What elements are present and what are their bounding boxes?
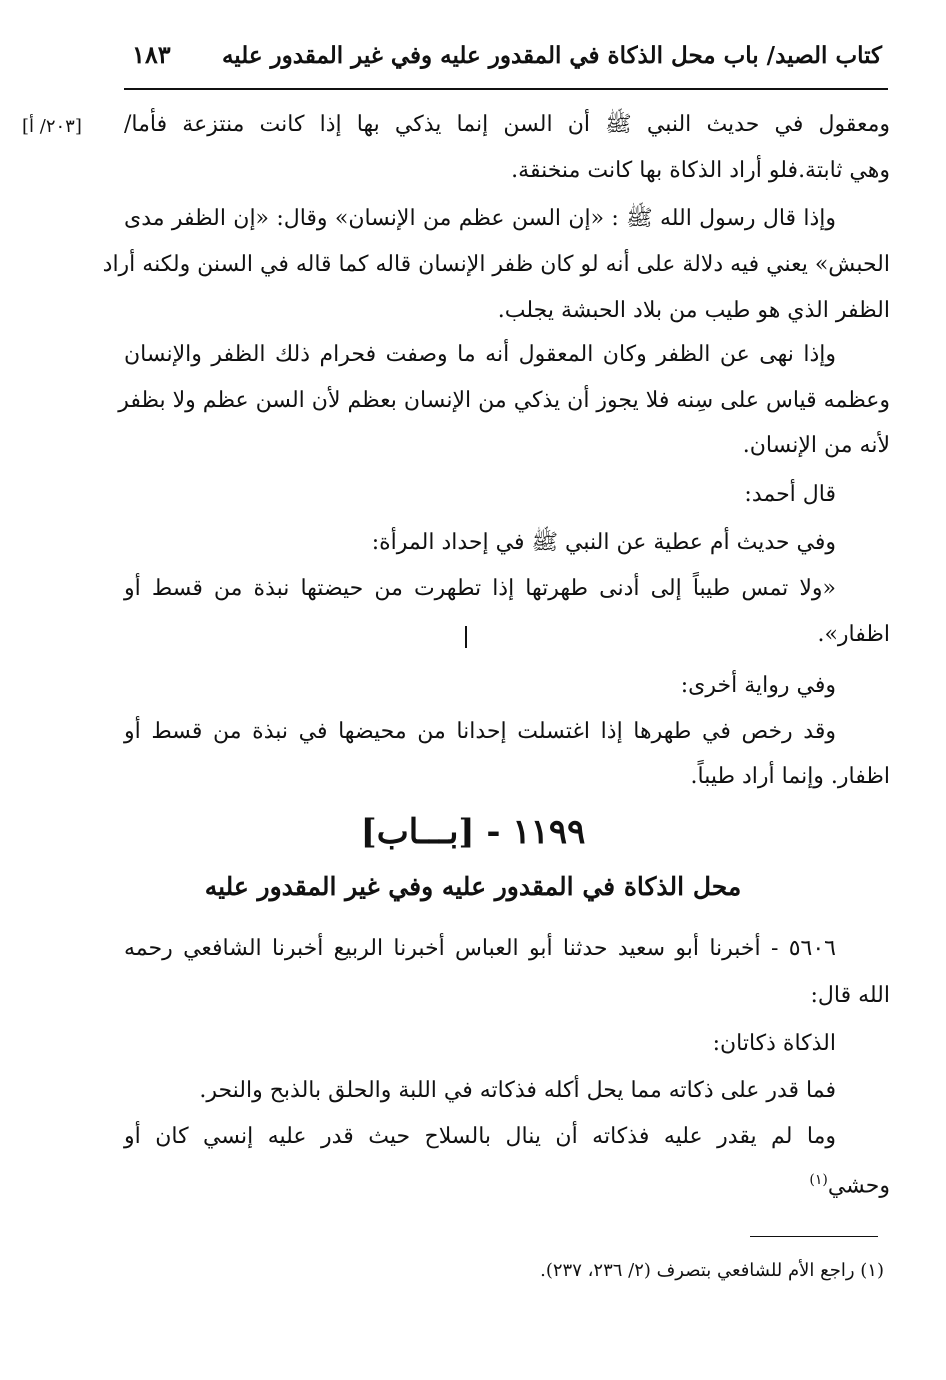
body-line: قال أحمد:: [744, 482, 836, 507]
page-header: [124, 36, 888, 90]
body-line: وإذا نهى عن الظفر وكان المعقول أنه ما وصفت فحرام ذلك الظفر والإنسان: [124, 342, 836, 367]
body-line: لأنه من الإنسان.: [742, 433, 890, 458]
section-line: [809, 1172, 890, 1200]
footnote-divider: [750, 1236, 878, 1237]
chapter-title: محل الذكاة في المقدور عليه وفي غير المقدور عليه: [204, 872, 742, 901]
body-line: وفي حديث أم عطية عن النبي ﷺ في إحداد المرأة:: [371, 530, 836, 555]
margin-reference: [٢٠٣/ أ]: [22, 116, 82, 137]
footnote-marker: (١): [809, 1172, 828, 1188]
chapter-number: ١١٩٩ - [بـــاب]: [360, 812, 586, 852]
body-line: الحبش» يعني فيه دلالة على أنه لو كان ظفر الإنسان قاله كما قاله في السنن ولكنه أراد: [102, 252, 890, 277]
body-line: اظفار. وإنما أراد طيباً.: [690, 764, 890, 789]
footnote: (١) راجع الأم للشافعي بتصرف (٢/ ٢٣٦، ٢٣٧).: [540, 1260, 884, 1281]
page-number: ١٨٣: [132, 40, 171, 69]
section-line: فما قدر على ذكاته مما يحل أكله فذكاته في اللبة والحلق بالذبح والنحر.: [199, 1078, 836, 1103]
body-line: وإذا قال رسول الله ﷺ : «إن السن عظم من الإنسان» وقال: «إن الظفر مدى: [124, 206, 836, 231]
section-line-text: وحشي: [827, 1173, 890, 1199]
running-title: كتاب الصيد/ باب محل الذكاة في المقدور عليه وفي غير المقدور عليه: [221, 42, 882, 69]
stray-mark: [465, 626, 467, 648]
body-line: ومعقول في حديث النبي ﷺ أن السن إنما يذكي بها إذا كانت منتزعة فأما/: [124, 112, 890, 137]
section-line: الذكاة ذكاتان:: [712, 1031, 836, 1056]
section-line: وما لم يقدر عليه فذكاته أن ينال بالسلاح حيث قدر عليه إنسي كان أو: [124, 1124, 836, 1149]
body-line: «ولا تمس طيباً إلى أدنى طهرتها إذا تطهرت من حيضتها نبذة من قسط أو: [124, 576, 836, 601]
body-line: وفي رواية أخرى:: [680, 673, 836, 698]
body-line: وقد رخص في طهرها إذا اغتسلت إحدانا من محيضها في نبذة من قسط أو: [124, 719, 836, 744]
section-line: ٥٦٠٦ - أخبرنا أبو سعيد حدثنا أبو العباس أخبرنا الربيع أخبرنا الشافعي رحمه: [124, 936, 836, 961]
body-line: وعظمه قياس على سِنه فلا يجوز أن يذكي من الإنسان بعظم لأن السن عظم ولا بظفر: [118, 388, 890, 413]
body-line: وهي ثابتة.فلو أراد الذكاة بها كانت منخنقة.: [511, 158, 890, 183]
body-line: الظفر الذي هو طيب من بلاد الحبشة يجلب.: [497, 298, 890, 323]
body-line: اظفار».: [817, 622, 890, 647]
section-line: الله قال:: [810, 983, 890, 1008]
